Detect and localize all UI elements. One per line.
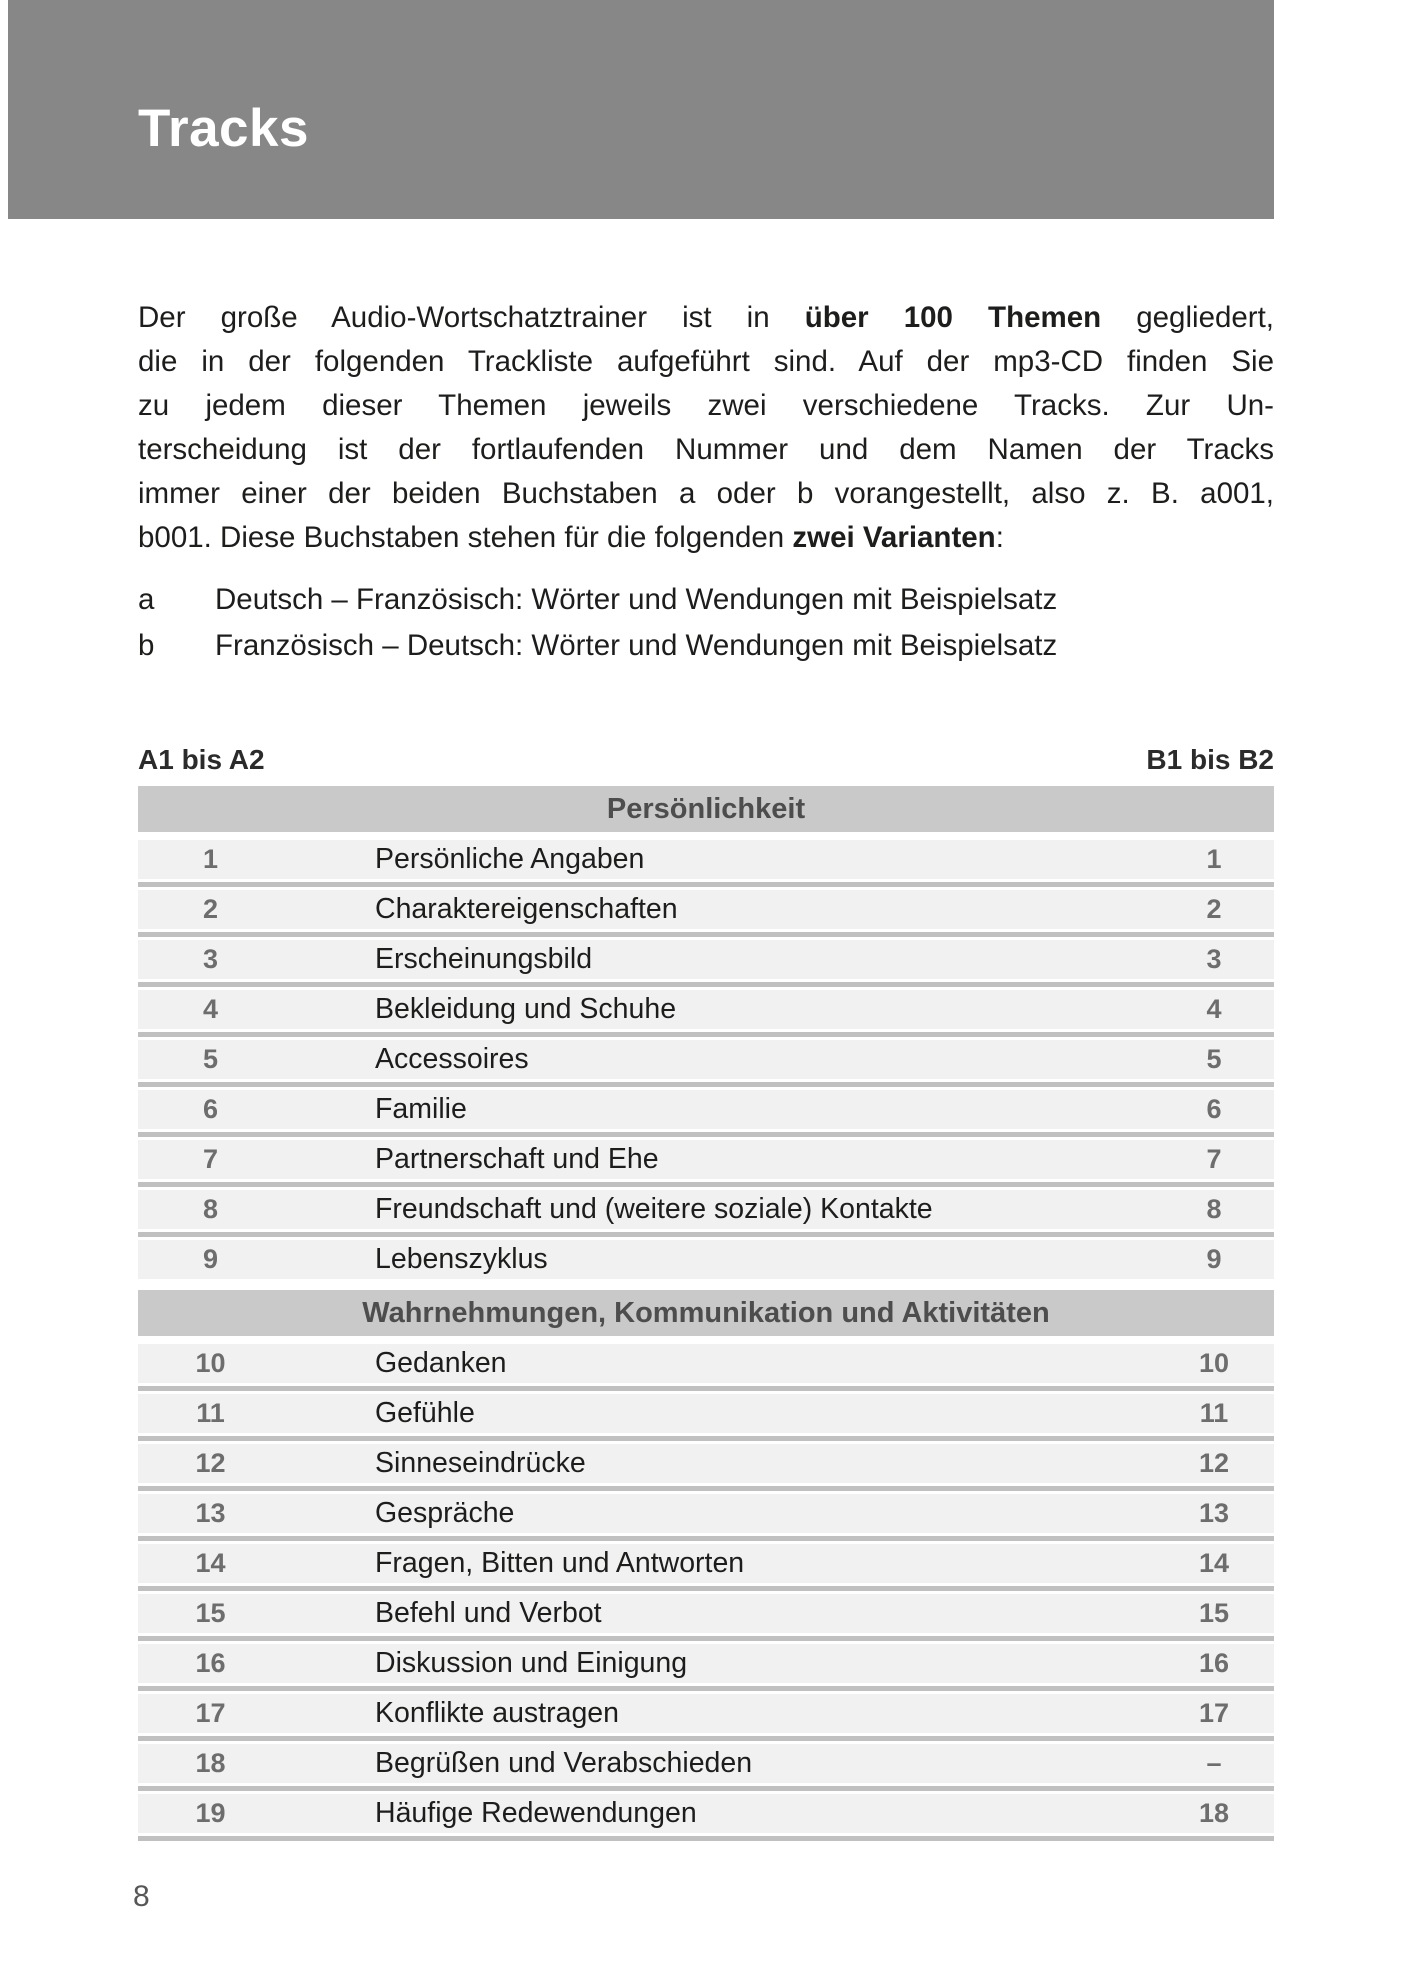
track-number-b: 7 [1206, 1144, 1222, 1174]
row-divider [138, 1029, 1274, 1040]
track-number-b: 14 [1198, 1548, 1230, 1578]
intro-bold-text: über 100 Themen [804, 301, 1102, 334]
intro-line [138, 428, 1274, 472]
track-title: Partnerschaft und Ehe [375, 1143, 659, 1175]
track-number-a: 3 [202, 944, 219, 974]
track-number-a: 14 [195, 1548, 226, 1578]
track-title: Freundschaft und (weitere soziale) Kontakte [375, 1193, 933, 1225]
level-label-right: B1 bis B2 [1146, 744, 1274, 775]
track-title: Persönliche Angaben [375, 843, 645, 875]
intro-text: gegliedert, [1101, 301, 1275, 334]
row-divider [138, 1279, 1274, 1290]
intro-text: : [995, 521, 1004, 554]
row-divider [138, 1179, 1274, 1190]
variant-item [138, 623, 1274, 669]
track-number-b: 13 [1198, 1498, 1230, 1528]
track-row [138, 1444, 1274, 1483]
track-number-a: 1 [202, 844, 219, 874]
row-divider [138, 1683, 1274, 1694]
track-title: Begrüßen und Verabschieden [375, 1747, 753, 1779]
track-number-b: 10 [1198, 1348, 1230, 1378]
track-title: Accessoires [375, 1043, 529, 1075]
track-row [138, 1744, 1274, 1783]
track-row [138, 940, 1274, 979]
intro-text: terscheidung ist der fortlaufenden Nummer und dem Namen der Tracks [138, 433, 1274, 466]
track-row [138, 1644, 1274, 1683]
track-number-b: 6 [1206, 1094, 1222, 1124]
track-number-a: 8 [202, 1194, 219, 1224]
page-title: Tracks [138, 99, 309, 158]
row-divider [138, 1583, 1274, 1594]
variant-text: Deutsch – Französisch: Wörter und Wendungen mit Beispielsatz [215, 583, 1058, 616]
track-row [138, 890, 1274, 929]
track-number-a: 18 [195, 1748, 226, 1778]
track-number-a: 4 [202, 994, 219, 1024]
track-table [138, 786, 1274, 1844]
track-number-a: 19 [195, 1798, 226, 1828]
track-number-b: 8 [1206, 1194, 1222, 1224]
track-title: Gespräche [375, 1497, 515, 1529]
row-divider [138, 1383, 1274, 1394]
track-number-b: 11 [1199, 1398, 1229, 1428]
track-number-a: 2 [202, 894, 219, 924]
intro-text: immer einer der beiden Buchstaben a oder b vorangestellt, also z. B. a001, [138, 477, 1274, 510]
variant-marker: a [138, 583, 155, 616]
track-number-a: 9 [202, 1244, 219, 1274]
track-number-b: 16 [1198, 1648, 1230, 1678]
row-divider [138, 1079, 1274, 1090]
track-number-b: 3 [1206, 944, 1222, 974]
track-number-a: 5 [202, 1044, 219, 1074]
track-number-a: 12 [195, 1448, 226, 1478]
track-row [138, 1040, 1274, 1079]
track-title: Lebenszyklus [375, 1243, 548, 1275]
track-title: Gedanken [375, 1347, 507, 1379]
row-divider [138, 1533, 1274, 1544]
intro-line [138, 516, 1274, 560]
row-divider [138, 1633, 1274, 1644]
track-row [138, 1394, 1274, 1433]
level-label-left: A1 bis A2 [138, 744, 265, 775]
row-divider [138, 1129, 1274, 1140]
track-number-b: 9 [1206, 1244, 1222, 1274]
row-divider [138, 979, 1274, 990]
intro-text: die in der folgenden Trackliste aufgeführt sind. Auf der mp3-CD finden Sie [138, 345, 1274, 378]
variant-text: Französisch – Deutsch: Wörter und Wendungen mit Beispielsatz [215, 629, 1058, 662]
track-title: Befehl und Verbot [375, 1597, 602, 1629]
track-number-a: 7 [202, 1144, 219, 1174]
level-labels [138, 744, 1274, 776]
intro-line [138, 340, 1274, 384]
track-row [138, 1344, 1274, 1383]
track-row [138, 1240, 1274, 1279]
track-number-b: 5 [1206, 1044, 1222, 1074]
intro-line [138, 472, 1274, 516]
track-number-a: 13 [195, 1498, 226, 1528]
track-title: Gefühle [375, 1397, 475, 1429]
row-divider [138, 1833, 1274, 1844]
row-divider [138, 1229, 1274, 1240]
track-title: Fragen, Bitten und Antworten [375, 1547, 745, 1579]
track-number-b: 1 [1206, 844, 1222, 874]
track-number-b: 12 [1198, 1448, 1230, 1478]
track-title: Familie [375, 1093, 467, 1125]
track-title: Bekleidung und Schuhe [375, 993, 677, 1025]
track-title: Erscheinungsbild [375, 943, 593, 975]
track-number-b: 18 [1198, 1798, 1230, 1828]
row-divider [138, 1783, 1274, 1794]
track-number-b: 2 [1206, 894, 1222, 924]
intro-bold-text: zwei Varianten [792, 521, 996, 554]
intro-paragraph [138, 296, 1274, 560]
track-number-a: 17 [195, 1698, 226, 1728]
intro-line [138, 296, 1274, 340]
page-number: 8 [133, 1880, 150, 1913]
track-row [138, 840, 1274, 879]
variants-list [138, 577, 1274, 669]
row-divider [138, 929, 1274, 940]
page-header-banner [8, 0, 1274, 219]
track-number-a: 10 [195, 1348, 226, 1378]
track-number-b: – [1206, 1748, 1222, 1778]
track-number-b: 4 [1206, 994, 1222, 1024]
track-number-a: 11 [196, 1398, 225, 1428]
track-title: Charaktereigenschaften [375, 893, 678, 925]
track-title: Häufige Redewendungen [375, 1797, 697, 1829]
track-title: Konflikte austragen [375, 1697, 619, 1729]
track-row [138, 1594, 1274, 1633]
row-divider [138, 879, 1274, 890]
row-divider [138, 1433, 1274, 1444]
row-divider [138, 1733, 1274, 1744]
track-row [138, 1140, 1274, 1179]
track-title: Sinneseindrücke [375, 1447, 586, 1479]
track-row [138, 1794, 1274, 1833]
track-number-b: 15 [1198, 1598, 1230, 1628]
track-row [138, 1694, 1274, 1733]
track-row [138, 1494, 1274, 1533]
intro-text: b001. Diese Buchstaben stehen für die folgenden [138, 521, 793, 554]
track-number-b: 17 [1198, 1698, 1230, 1728]
track-row [138, 1190, 1274, 1229]
intro-text: zu jedem dieser Themen jeweils zwei verschiedene Tracks. Zur Un- [138, 389, 1274, 422]
intro-text: Der große Audio-Wortschatztrainer ist in [138, 301, 805, 334]
row-divider [138, 1483, 1274, 1494]
track-row [138, 1090, 1274, 1129]
intro-line [138, 384, 1274, 428]
track-row [138, 1544, 1274, 1583]
variant-item [138, 577, 1274, 623]
track-number-a: 16 [195, 1648, 226, 1678]
track-row [138, 990, 1274, 1029]
section-header: Persönlichkeit [138, 786, 1274, 832]
track-number-a: 15 [195, 1598, 226, 1628]
section-header: Wahrnehmungen, Kommunikation und Aktivitäten [138, 1290, 1274, 1336]
track-title: Diskussion und Einigung [375, 1647, 688, 1679]
variant-marker: b [138, 629, 155, 662]
track-number-a: 6 [202, 1094, 219, 1124]
